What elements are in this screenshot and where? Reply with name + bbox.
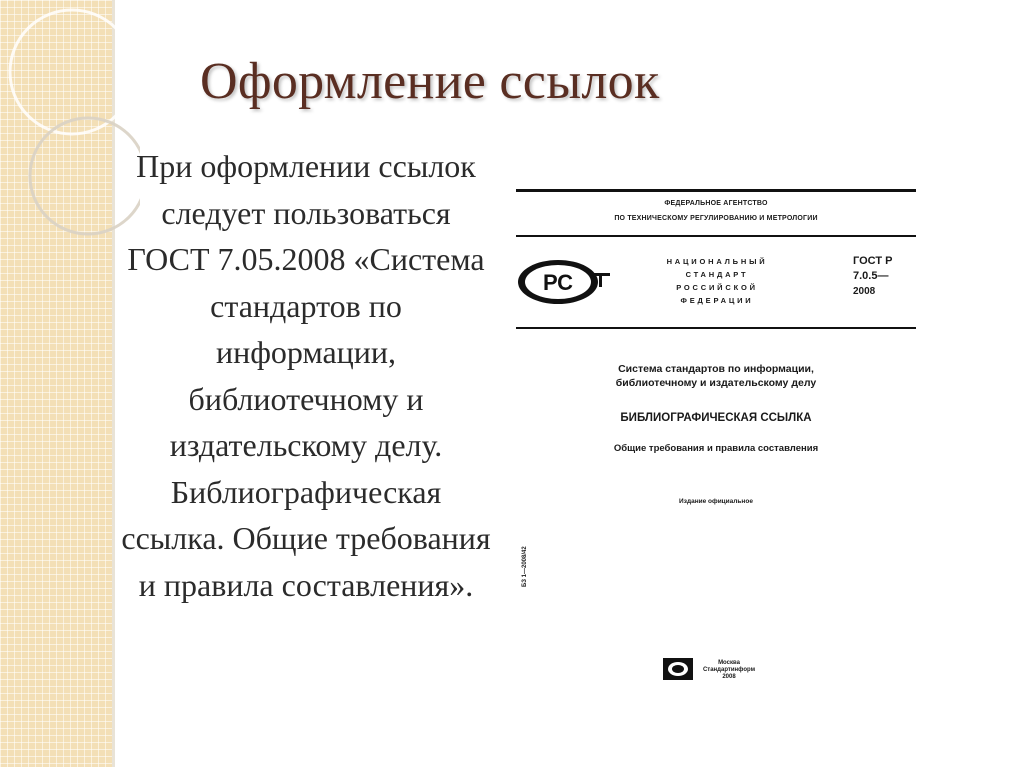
gost-year: 2008	[853, 286, 876, 297]
publisher-name: Стандартинформ	[702, 667, 756, 673]
publisher-city: Москва	[718, 660, 740, 666]
publisher-logo	[663, 658, 693, 680]
document-heading: БИБЛИОГРАФИЧЕСКАЯ ССЫЛКА	[620, 412, 812, 424]
gost-document-cover	[512, 182, 920, 692]
slide-body-text: При оформлении ссылок следует пользоваться ГОСТ 7.05.2008 «Система стандартов по информации, библиотечному и издательскому делу. Библиографическая ссылка. Общие требования и правила составления».	[121, 148, 491, 603]
national-line-3: РОССИЙСКОЙ	[676, 283, 758, 292]
gost-number: 7.0.5—	[853, 270, 889, 282]
edition-note: Издание официальное	[679, 498, 753, 505]
national-line-2: СТАНДАРТ	[685, 270, 749, 279]
middle-rule	[516, 327, 916, 329]
header-rule	[516, 235, 916, 237]
agency-line-1: ФЕДЕРАЛЬНОЕ АГЕНТСТВО	[664, 200, 768, 207]
document-subheading: Общие требования и правила составления	[613, 443, 819, 454]
rst-seal-logo	[514, 255, 610, 309]
side-code: БЗ 1—2008/42	[522, 546, 528, 587]
system-line-1: Система стандартов по информации,	[618, 363, 814, 375]
national-line-4: ФЕДЕРАЦИИ	[680, 296, 754, 305]
slide-title: Оформление ссылок	[200, 53, 660, 110]
svg-text:РС: РС	[542, 270, 574, 295]
gost-label: ГОСТ Р	[853, 255, 893, 267]
top-rule	[516, 189, 916, 192]
national-line-1: НАЦИОНАЛЬНЫЙ	[666, 257, 768, 266]
agency-line-2: ПО ТЕХНИЧЕСКОМУ РЕГУЛИРОВАНИЮ И МЕТРОЛОГИИ	[614, 215, 818, 222]
system-line-2: библиотечному и издательскому делу	[615, 377, 817, 389]
publisher-year: 2008	[722, 674, 736, 680]
